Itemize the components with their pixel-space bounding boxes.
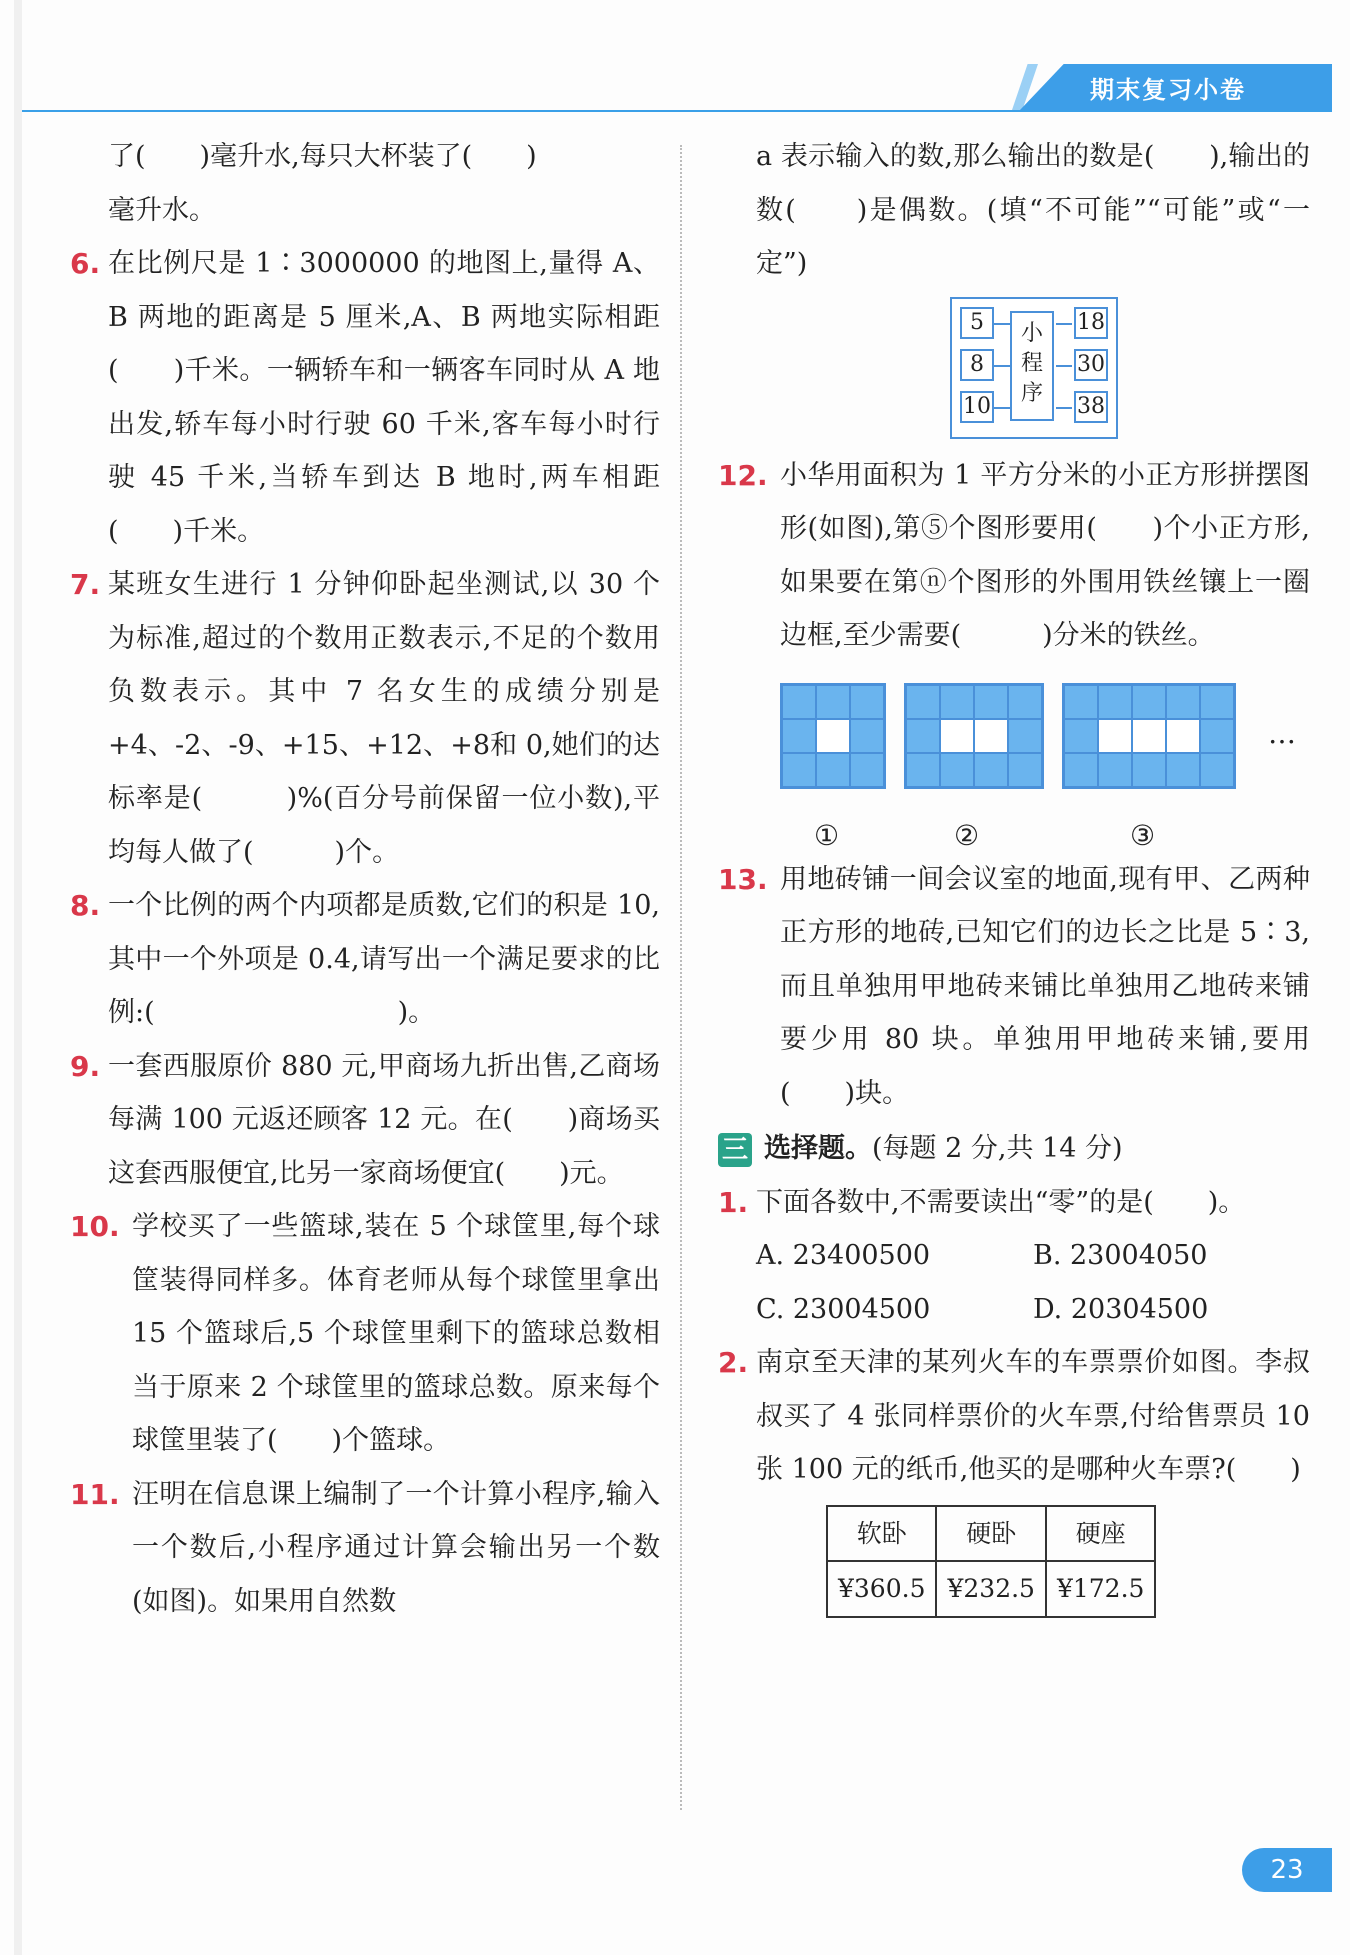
ticket-price-table (826, 1505, 1156, 1618)
question-13 (718, 853, 1310, 1121)
program-output: 38 (1074, 391, 1108, 423)
question-number: 12. (718, 458, 768, 492)
question-9 (70, 1040, 660, 1201)
question-12 (718, 449, 1310, 663)
table-cell: ¥172.5 (1046, 1561, 1155, 1617)
choice-question-1 (718, 1176, 1310, 1230)
question-text: 一套西服原价 880 元,甲商场九折出售,乙商场每满 100 元返还顾客 12 元。在( )商场买这套西服便宜,比另一家商场便宜( )元。 (108, 1050, 660, 1189)
table-header-row (827, 1506, 1155, 1562)
question-number: 8. (70, 889, 101, 922)
option-a: A. 23400500 (756, 1240, 931, 1271)
tile-figure-1 (780, 683, 886, 789)
question-number: 1. (718, 1185, 749, 1219)
question-number: 9. (70, 1049, 101, 1083)
column-divider (680, 145, 682, 1810)
option-c: C. 23004500 (756, 1293, 931, 1325)
right-column (718, 130, 1310, 1618)
question-11-continued: a 表示输入的数,那么输出的数是( ),输出的数( )是偶数。(填“不可能”“可能”或“一定”) (756, 141, 1310, 279)
question-11 (70, 1468, 660, 1629)
program-label: 小程序 (1021, 320, 1044, 406)
table-header-cell: 软卧 (827, 1506, 936, 1562)
program-diagram (950, 297, 1118, 439)
tile-figures (718, 683, 1310, 853)
question-5-continued: 了( )毫升水,每只大杯装了( ) 毫升水。 (108, 141, 537, 226)
question-text: 一个比例的两个内项都是质数,它们的积是 10,其中一个外项是 0.4,请写出一个满足要求的比例:( )。 (108, 890, 660, 1028)
connector-line (1056, 323, 1072, 325)
program-output: 30 (1074, 349, 1108, 381)
option-b: B. 23004050 (1033, 1240, 1208, 1271)
section-note: (每题 2 分,共 14 分) (872, 1133, 1123, 1164)
choice-question-2 (718, 1336, 1310, 1497)
question-text: 南京至天津的某列火车的车票票价如图。李叔叔买了 4 张同样票价的火车票,付给售票员 10 张 100 元的纸币,他买的是哪种火车票?( ) (756, 1347, 1310, 1485)
section-3-heading (718, 1122, 1310, 1176)
left-column (70, 130, 660, 1628)
question-text: 学校买了一些篮球,装在 5 个球筐里,每个球筐装得同样多。体育老师从每个球筐里拿出 15 个篮球后,5 个球筐里剩下的篮球总数相当于原来 2 个球筐里的篮球总数。原来每个球筐里装了( )个篮球。 (132, 1211, 660, 1456)
program-input: 5 (960, 307, 994, 339)
figure-label: ② (954, 818, 980, 852)
question-number: 10. (70, 1210, 120, 1243)
question-text: 某班女生进行 1 分钟仰卧起坐测试,以 30 个为标准,超过的个数用正数表示,不足的个数用负数表示。其中 7 名女生的成绩分别是 +4、-2、-9、+15、+12、+8和 0,她们的达标率是( )%(百分号前保留一位小数),平均每人做了( )个。 (108, 569, 660, 868)
banner-title: 期末复习小卷 (1090, 76, 1246, 104)
question-text: 用地砖铺一间会议室的地面,现有甲、乙两种正方形的地砖,已知它们的边长之比是 5∶3,而且单独用甲地砖来铺比单独用乙地砖来铺要少用 80 块。单独用甲地砖来铺,要用( )块。 (780, 863, 1310, 1109)
question-7 (70, 558, 660, 879)
connector-line (1056, 407, 1072, 409)
question-6 (70, 237, 660, 558)
continuation-ellipsis: … (1268, 716, 1296, 750)
question-number: 11. (70, 1477, 120, 1511)
question-8 (70, 879, 660, 1040)
question-text: 在比例尺是 1∶3000000 的地图上,量得 A、B 两地的距离是 5 厘米,A、B 两地实际相距( )千米。一辆轿车和一辆客车同时从 A 地出发,轿车每小时行驶 60 千米,客车每小时行驶 45 千米,当轿车到达 B 地时,两车相距( )千米。 (108, 248, 660, 547)
program-box (1010, 311, 1054, 421)
connector-line (994, 407, 1010, 409)
section-mark: 三 (718, 1133, 752, 1167)
table-row (827, 1561, 1155, 1617)
question-10 (70, 1200, 660, 1468)
program-output: 18 (1074, 307, 1108, 339)
figure-label: ③ (1130, 818, 1156, 852)
section-title: 选择题。 (764, 1133, 872, 1164)
question-text: 下面各数中,不需要读出“零”的是( )。 (756, 1186, 1246, 1218)
question-number: 2. (718, 1346, 749, 1379)
connector-line (994, 323, 1010, 325)
table-header-cell: 硬卧 (936, 1506, 1045, 1562)
page-edge (14, 0, 22, 1955)
program-input: 10 (960, 391, 994, 423)
program-input: 8 (960, 349, 994, 381)
question-text: 小华用面积为 1 平方分米的小正方形拼摆图形(如图),第⑤个图形要用( )个小正方形,如果要在第ⓝ个图形的外围用铁丝镶上一圈边框,至少需要( )分米的铁丝。 (780, 459, 1310, 651)
option-d: D. 20304500 (1033, 1293, 1209, 1325)
figure-label: ① (814, 818, 840, 852)
question-number: 7. (70, 568, 101, 601)
table-cell: ¥360.5 (827, 1561, 936, 1617)
header-rule (22, 110, 1332, 112)
question-number: 6. (70, 247, 101, 280)
choice-options (718, 1229, 1310, 1336)
connector-line (1056, 365, 1072, 367)
question-text: 汪明在信息课上编制了一个计算小程序,输入一个数后,小程序通过计算会输出另一个数(如图)。如果用自然数 (132, 1478, 660, 1617)
table-cell: ¥232.5 (936, 1561, 1045, 1617)
page-number: 23 (1242, 1848, 1332, 1892)
connector-line (994, 365, 1010, 367)
question-number: 13. (718, 862, 768, 896)
tile-figure-2 (904, 683, 1044, 789)
tile-figure-3 (1062, 683, 1236, 789)
table-header-cell: 硬座 (1046, 1506, 1155, 1562)
